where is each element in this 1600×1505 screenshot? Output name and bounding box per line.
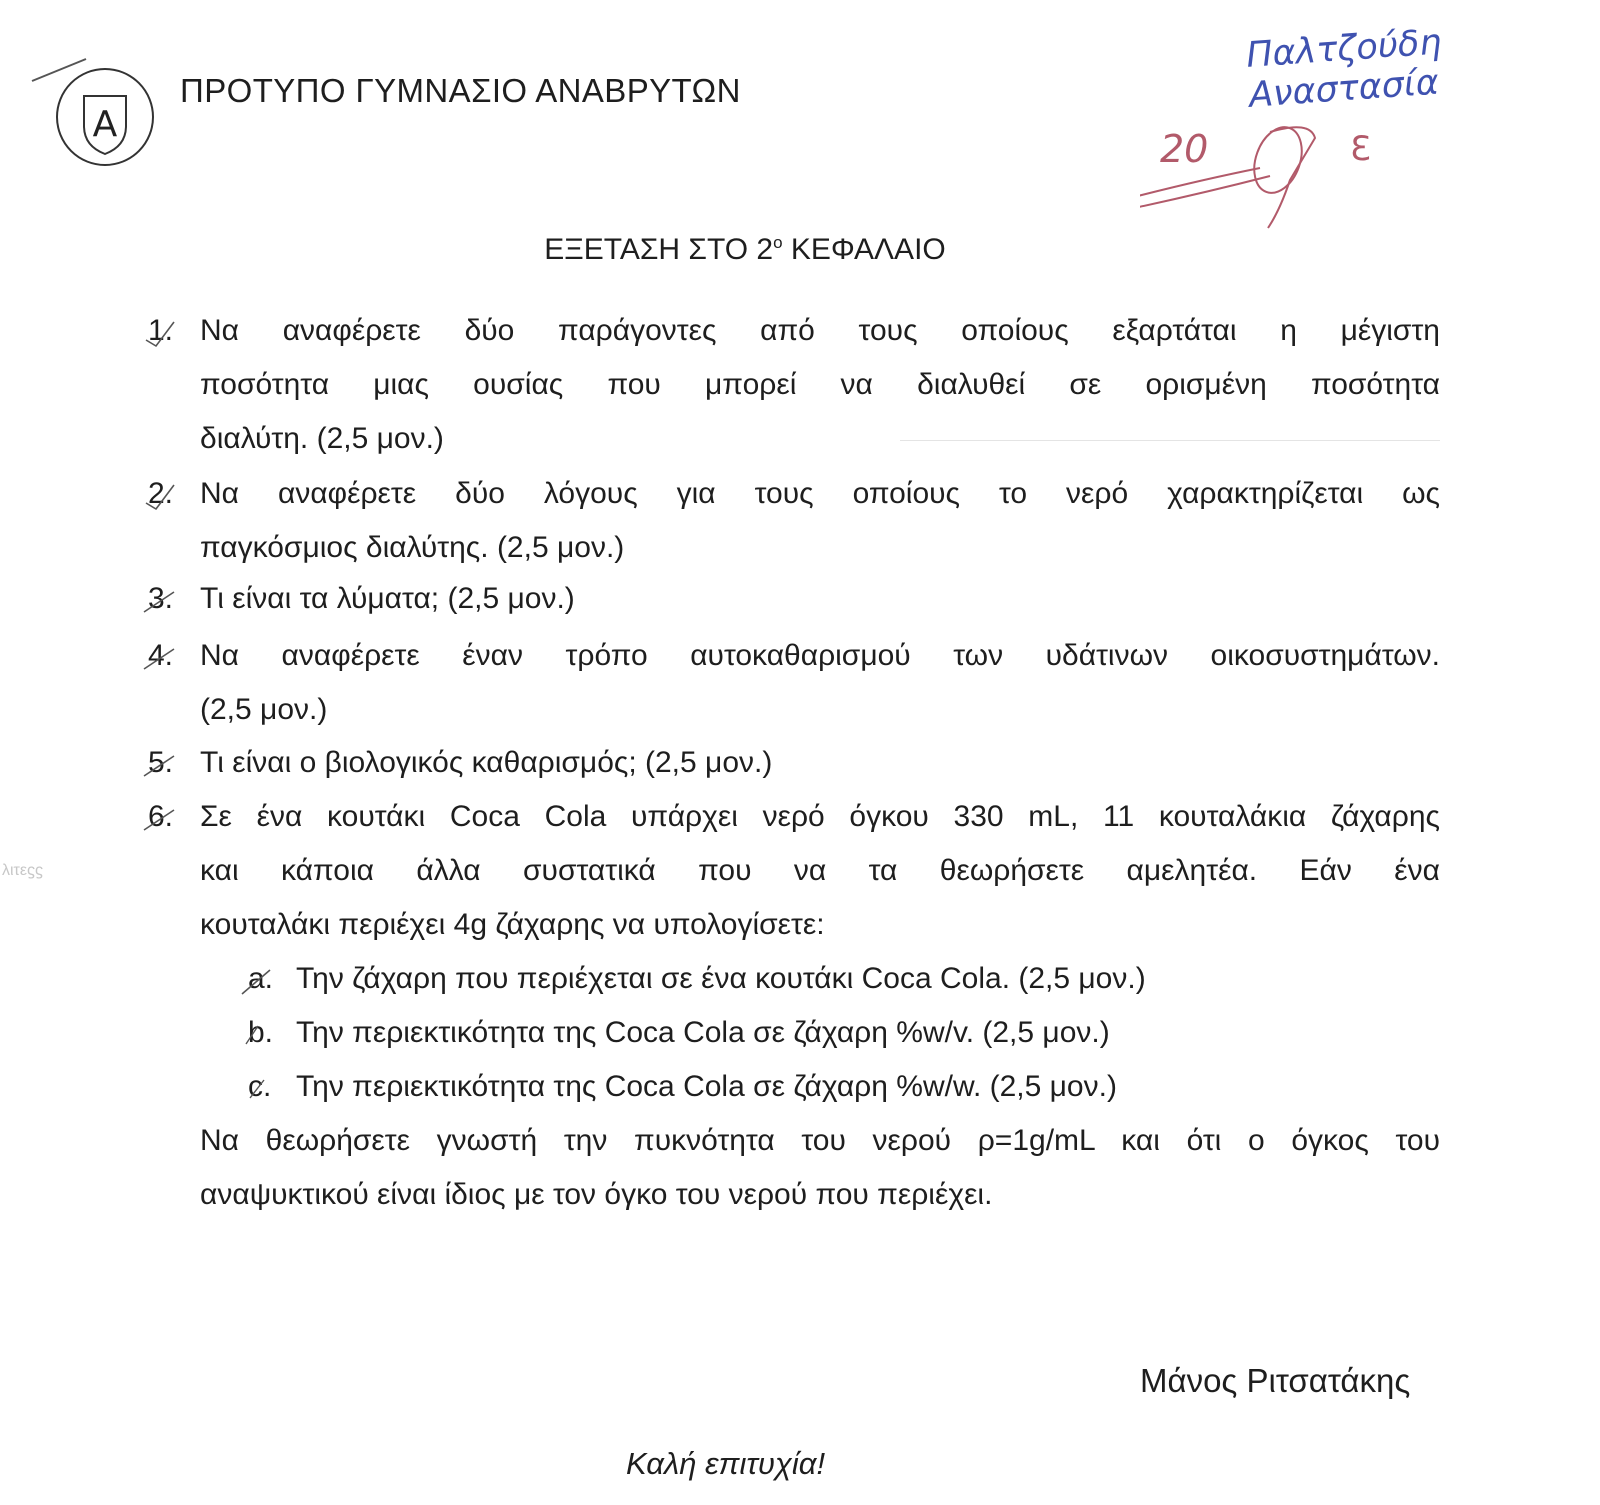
question-number: 4.: [148, 629, 173, 683]
subquestion-number: a.: [248, 952, 273, 1006]
exam-title: ΕΞΕΤΑΣΗ ΣΤΟ $2^o$ ΚΕΦΑΛΑΙΟ: [544, 233, 946, 266]
teacher-name: Μάνος Ριτσατάκης: [1140, 1362, 1411, 1399]
question-number: 6.: [148, 790, 173, 844]
question-number: 1.: [148, 314, 174, 347]
subquestion-text: Την περιεκτικότητα της Coca Cola σε ζάχαρη %w/w. (2,5 μον.): [296, 1070, 1117, 1103]
question-text: Τι είναι τα λύματα; (2,5 μον.): [200, 582, 575, 615]
note-paragraph: Να θεωρήσετε γνωστή την πυκνότητα του νερού ρ=1g/mL και ότι ο όγκος του αναψυκτικού είναι ίδιος με τον όγκο του νερού που περιέχει.: [200, 1124, 1440, 1211]
question-text: Να αναφέρετε δύο παράγοντες από τους οποίους εξαρτάται η μέγιστη ποσότητα μιας ουσίας που μπορεί να διαλυθεί σε ορισμένη ποσότητα διαλύτη. (2,5 μον.): [200, 314, 1440, 455]
subquestion-number: b.: [248, 1016, 274, 1049]
logo-letter: A: [92, 104, 118, 145]
subquestion-number: c.: [248, 1070, 272, 1103]
scan-artifact-line: [900, 440, 1440, 441]
subquestion-text: Την ζάχαρη που περιέχεται σε ένα κουτάκι Coca Cola. (2,5 μον.): [296, 962, 1146, 995]
question-text: Σε ένα κουτάκι Coca Cola υπάρχει νερό όγκου 330 mL, 11 κουταλάκια ζάχαρης και κάποια άλλα συστατικά που να τα θεωρήσετε αμελητέα. Εάν ένα κουταλάκι περιέχει 4g ζάχαρης να υπολογίσετε:: [200, 800, 1440, 941]
question-number: 5.: [148, 736, 173, 790]
question-text: Να αναφέρετε έναν τρόπο αυτοκαθαρισμού των υδάτινων οικοσυστημάτων. (2,5 μον.): [200, 639, 1440, 726]
question-text: Να αναφέρετε δύο λόγους για τους οποίους το νερό χαρακτηρίζεται ως παγκόσμιος διαλύτης. (2,5 μον.): [200, 477, 1440, 564]
closing-wish: Καλή επιτυχία!: [626, 1446, 826, 1481]
grade-value: 20: [1160, 127, 1209, 171]
student-name-handwritten: Παλτζούδη Αναστασία: [1245, 22, 1443, 116]
school-name: ΠΡΟΤΥΠΟ ΓΥΜΝΑΣΙΟ ΑΝΑΒΡΥΤΩΝ: [180, 72, 741, 109]
grade-mark: [1140, 110, 1440, 235]
subquestion-text: Την περιεκτικότητα της Coca Cola σε ζάχαρη %w/v. (2,5 μον.): [296, 1016, 1110, 1049]
grade-sign: Ɛ: [1350, 129, 1371, 169]
school-logo: [54, 66, 156, 168]
margin-scrawl: λιτεϛϛ: [2, 862, 44, 879]
question-number: 2.: [148, 477, 174, 510]
question-number: 3.: [148, 572, 173, 626]
question-text: Τι είναι ο βιολογικός καθαρισμός; (2,5 μον.): [200, 746, 773, 779]
